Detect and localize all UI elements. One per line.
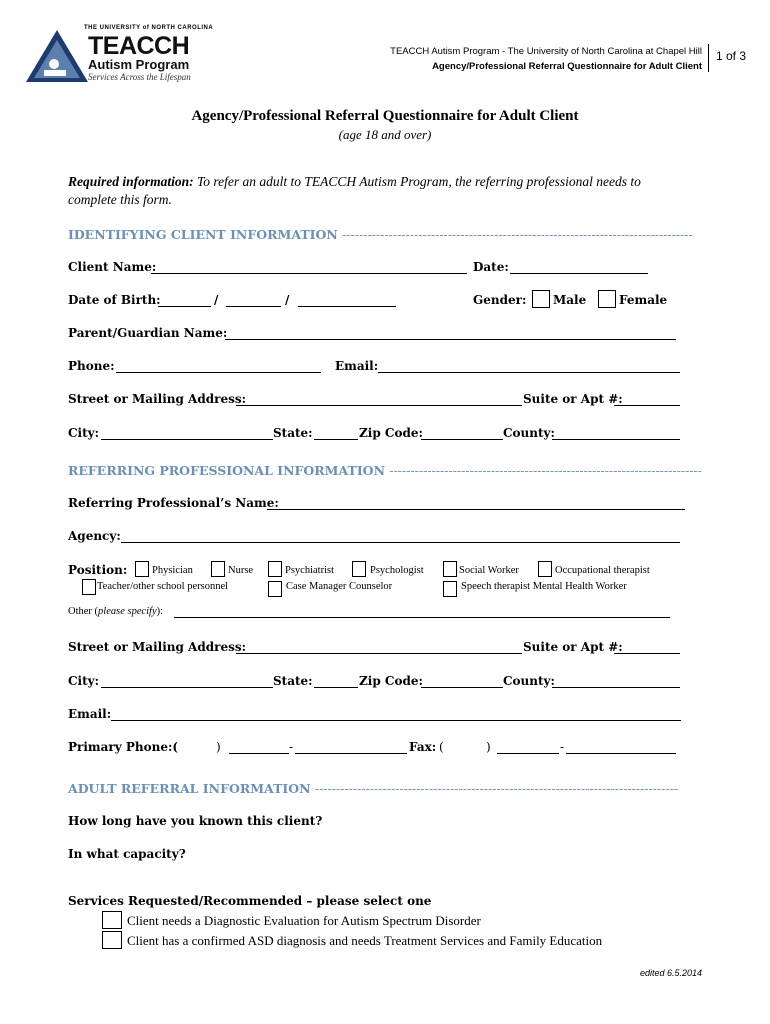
- other-italic: please specify: [98, 606, 157, 617]
- question-known-client: How long have you known this client?: [68, 814, 323, 828]
- fax-dash: -: [560, 740, 565, 754]
- primary-phone-line-field[interactable]: [295, 753, 407, 754]
- ot-checkbox[interactable]: [538, 561, 552, 577]
- primary-phone-paren: ): [216, 740, 221, 754]
- header-line2: Agency/Professional Referral Questionnaire for Adult Client: [432, 61, 702, 72]
- section-identifying-client: [68, 227, 693, 242]
- social-worker-checkbox[interactable]: [443, 561, 457, 577]
- zip-field[interactable]: [421, 439, 503, 440]
- fax-prefix-field[interactable]: [497, 753, 559, 754]
- guardian-label: Parent/Guardian Name:: [68, 326, 228, 340]
- prof-street-field[interactable]: [236, 653, 522, 654]
- dob-year-field[interactable]: [298, 306, 396, 307]
- prof-suite-field[interactable]: [614, 653, 680, 654]
- psychologist-label: Psychologist: [370, 565, 424, 576]
- dob-label: Date of Birth:: [68, 293, 161, 307]
- treatment-services-label: Client has a confirmed ASD diagnosis and needs Treatment Services and Family Education: [127, 933, 603, 948]
- female-checkbox[interactable]: [598, 290, 616, 308]
- case-manager-checkbox[interactable]: [268, 581, 282, 597]
- required-text-2: complete this form.: [68, 192, 172, 207]
- teacher-checkbox[interactable]: [82, 579, 96, 595]
- agency-field[interactable]: [121, 542, 680, 543]
- street-field[interactable]: [236, 405, 522, 406]
- primary-phone-prefix-field[interactable]: [229, 753, 289, 754]
- speech-checkbox[interactable]: [443, 581, 457, 597]
- page-title: Agency/Professional Referral Questionnaire for Adult Client: [191, 108, 579, 124]
- required-text: To refer an adult to TEACCH Autism Program, the referring professional needs to: [193, 174, 641, 189]
- fax-label: Fax:: [409, 740, 437, 754]
- section-adult-referral: [68, 781, 678, 796]
- ot-label: Occupational therapist: [555, 565, 650, 576]
- logo-brand-sub: Autism Program: [88, 57, 190, 72]
- other-field[interactable]: [174, 617, 670, 618]
- prof-street-label: Street or Mailing Address:: [68, 640, 247, 654]
- prof-state-label: State:: [273, 674, 313, 688]
- treatment-services-checkbox[interactable]: [102, 931, 122, 949]
- guardian-field[interactable]: [225, 339, 676, 340]
- logo-triangle-icon: [24, 28, 90, 84]
- question-capacity: In what capacity?: [68, 847, 186, 861]
- dob-sep-2: /: [285, 293, 290, 307]
- state-label: State:: [273, 426, 313, 440]
- city-label: City:: [68, 426, 100, 440]
- page-subtitle: (age 18 and over): [338, 127, 432, 142]
- fax-open-paren: (: [439, 740, 444, 754]
- header-line1: TEACCH Autism Program - The University of North Carolina at Chapel Hill: [390, 46, 702, 57]
- section-dashes: --------------------------------------------------------------------------------------: [314, 781, 679, 796]
- primary-phone-dash: -: [289, 740, 294, 754]
- prof-name-label: Referring Professional’s Name:: [68, 496, 279, 510]
- prof-suite-label: Suite or Apt #:: [523, 640, 623, 654]
- prof-zip-label: Zip Code:: [359, 674, 423, 688]
- header-divider: [708, 44, 709, 72]
- logo-tagline: Services Across the Lifespan: [88, 72, 191, 82]
- female-label: Female: [619, 293, 668, 307]
- suite-label: Suite or Apt #:: [523, 392, 623, 406]
- logo: [24, 22, 214, 82]
- prof-city-label: City:: [68, 674, 100, 688]
- psychologist-checkbox[interactable]: [352, 561, 366, 577]
- nurse-label: Nurse: [228, 565, 254, 576]
- psychiatrist-checkbox[interactable]: [268, 561, 282, 577]
- fax-line-field[interactable]: [566, 753, 676, 754]
- nurse-checkbox[interactable]: [211, 561, 225, 577]
- speech-label: Speech therapist Mental Health Worker: [461, 581, 627, 592]
- required-info: [68, 174, 641, 190]
- street-label: Street or Mailing Address:: [68, 392, 247, 406]
- position-label: Position:: [68, 563, 128, 577]
- suite-field[interactable]: [614, 405, 680, 406]
- teacher-label: Teacher/other school personnel: [97, 581, 229, 592]
- county-label: County:: [503, 426, 555, 440]
- fax-close-paren: ): [486, 740, 491, 754]
- city-field[interactable]: [101, 439, 273, 440]
- logo-brand: TEACCH: [88, 32, 190, 60]
- footer-edited: edited 6.5.2014: [639, 968, 702, 978]
- agency-label: Agency:: [68, 529, 121, 543]
- prof-state-field[interactable]: [314, 687, 358, 688]
- dob-day-field[interactable]: [226, 306, 281, 307]
- other-end: ):: [156, 606, 164, 617]
- physician-checkbox[interactable]: [135, 561, 149, 577]
- section-title: REFERRING PROFESSIONAL INFORMATION: [68, 463, 385, 478]
- other-text: Other (: [68, 606, 99, 617]
- zip-label: Zip Code:: [359, 426, 423, 440]
- date-label: Date:: [473, 260, 509, 274]
- gender-label: Gender:: [473, 293, 527, 307]
- client-name-field[interactable]: [151, 273, 467, 274]
- state-field[interactable]: [314, 439, 358, 440]
- section-title: ADULT REFERRAL INFORMATION: [68, 781, 311, 796]
- section-dashes: --------------------------------------------------------------------------: [389, 463, 702, 478]
- prof-zip-field[interactable]: [421, 687, 503, 688]
- prof-email-field[interactable]: [111, 720, 681, 721]
- prof-email-label: Email:: [68, 707, 112, 721]
- case-manager-label: Case Manager Counselor: [286, 581, 393, 592]
- physician-label: Physician: [152, 565, 193, 576]
- required-label: Required information:: [68, 174, 194, 189]
- psychiatrist-label: Psychiatrist: [285, 565, 334, 576]
- male-label: Male: [553, 293, 587, 307]
- services-heading: Services Requested/Recommended – please select one: [68, 894, 432, 908]
- section-referring-professional: [68, 463, 702, 478]
- prof-county-field[interactable]: [552, 687, 680, 688]
- diagnostic-eval-checkbox[interactable]: [102, 911, 122, 929]
- prof-name-field[interactable]: [267, 509, 685, 510]
- email-field[interactable]: [378, 372, 680, 373]
- diagnostic-eval-label: Client needs a Diagnostic Evaluation for Autism Spectrum Disorder: [127, 913, 481, 928]
- phone-label: Phone:: [68, 359, 115, 373]
- county-field[interactable]: [552, 439, 680, 440]
- other-label: [68, 606, 163, 617]
- email-label: Email:: [335, 359, 379, 373]
- phone-field[interactable]: [116, 372, 321, 373]
- section-dashes: -----------------------------------------------------------------------------------: [342, 227, 693, 242]
- primary-phone-label: Primary Phone:(: [68, 740, 179, 754]
- logo-university: THE UNIVERSITY of NORTH CAROLINA: [84, 25, 214, 31]
- prof-county-label: County:: [503, 674, 555, 688]
- prof-city-field[interactable]: [101, 687, 273, 688]
- page-number: 1 of 3: [716, 49, 747, 63]
- social-worker-label: Social Worker: [459, 565, 519, 576]
- section-title: IDENTIFYING CLIENT INFORMATION: [68, 227, 338, 242]
- client-name-label: Client Name:: [68, 260, 157, 274]
- dob-sep-1: /: [214, 293, 219, 307]
- male-checkbox[interactable]: [532, 290, 550, 308]
- dob-month-field[interactable]: [158, 306, 211, 307]
- date-field[interactable]: [510, 273, 648, 274]
